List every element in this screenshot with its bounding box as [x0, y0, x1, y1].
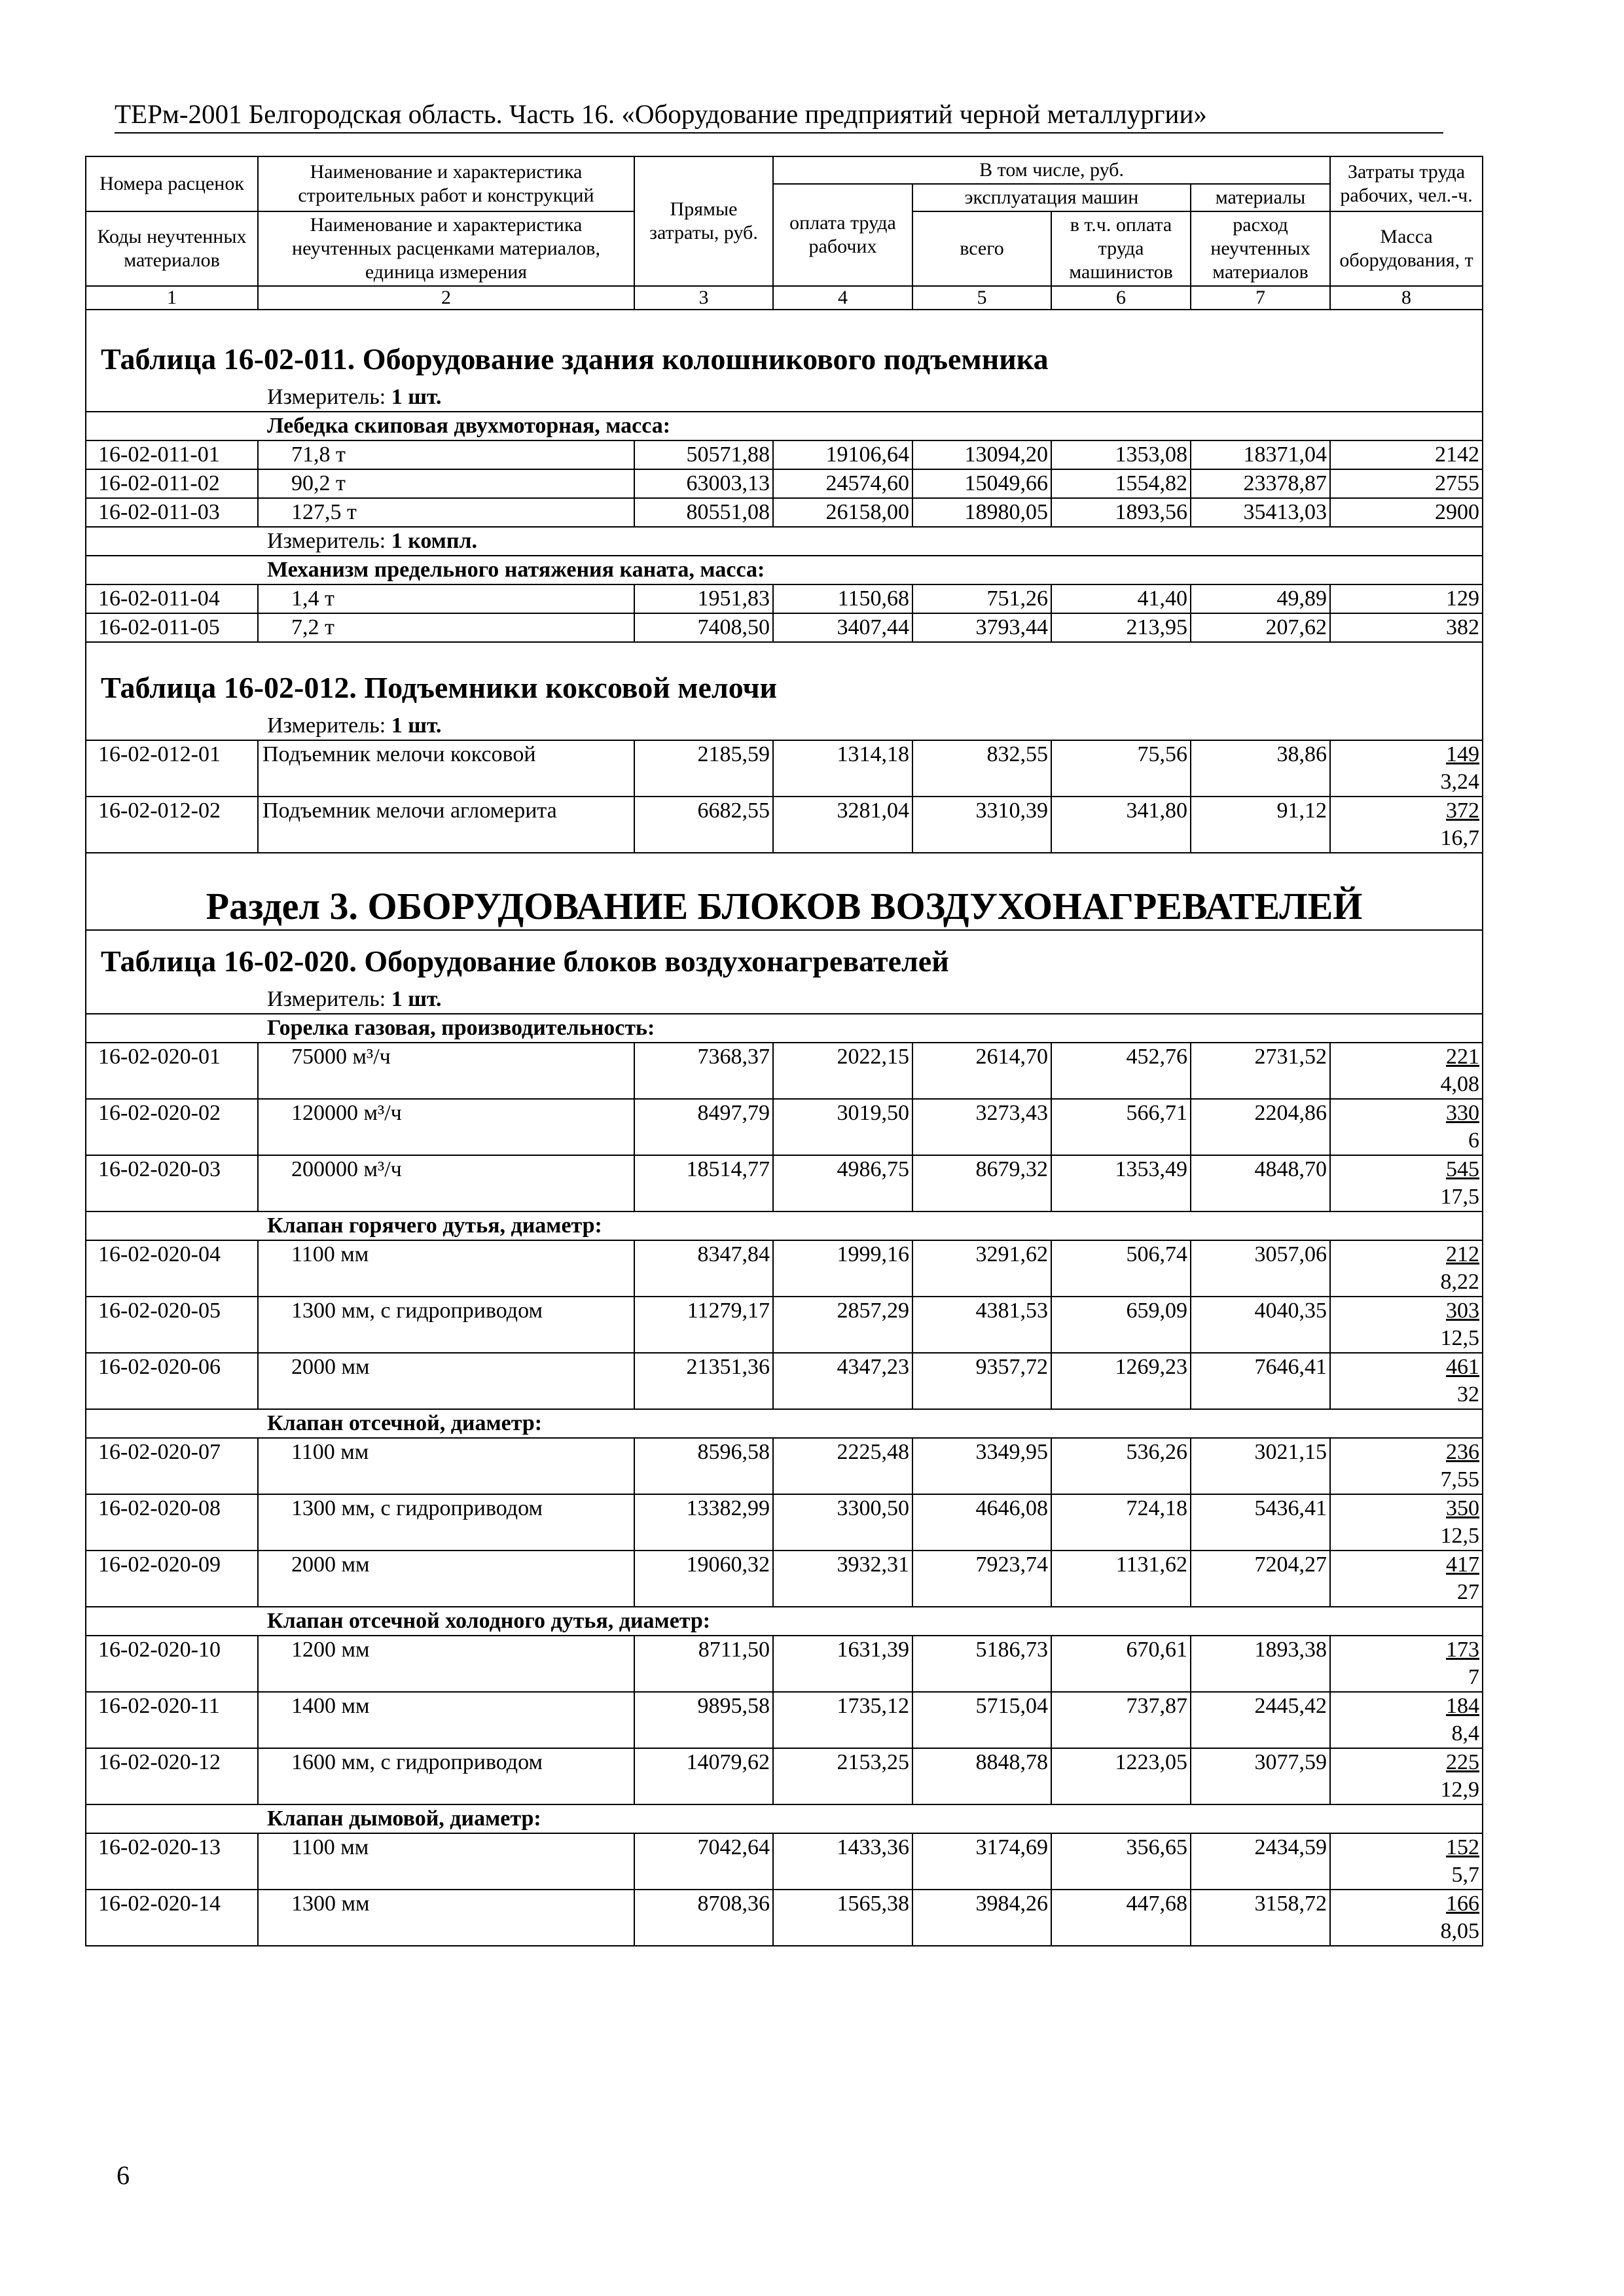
table-row	[86, 797, 1483, 853]
labor-hours: 545	[1446, 1157, 1480, 1181]
operator-pay: 1223,05	[1051, 1748, 1191, 1804]
operator-pay: 1269,23	[1051, 1353, 1191, 1409]
labor-hours: 129	[1446, 586, 1480, 611]
worker-pay: 1314,18	[773, 740, 912, 797]
equipment-mass: 12,9	[1440, 1778, 1480, 1802]
materials-cost: 7204,27	[1191, 1551, 1330, 1607]
materials-cost: 3021,15	[1191, 1438, 1330, 1494]
price-table	[85, 156, 1482, 1946]
table-title-row	[86, 642, 1483, 712]
direct-cost: 18514,77	[634, 1155, 773, 1211]
rate-name: 1300 мм, с гидроприводом	[258, 1297, 634, 1353]
section-heading: Раздел 3. ОБОРУДОВАНИЕ БЛОКОВ ВОЗДУХОНАГРЕВАТЕЛЕЙ	[86, 853, 1483, 930]
labor-mass-cell	[1330, 1833, 1483, 1890]
worker-pay: 1433,36	[773, 1833, 912, 1890]
worker-pay: 19106,64	[773, 440, 912, 469]
meter-row	[86, 527, 1483, 556]
head-col8-top: Затраты труда рабочих, чел.-ч.	[1330, 156, 1483, 211]
labor-hours: 184	[1446, 1694, 1480, 1718]
direct-cost: 50571,88	[634, 440, 773, 469]
meter-value: 1 шт.	[391, 987, 442, 1011]
running-header: ТЕРм-2001 Белгородская область. Часть 16. «Оборудование предприятий черной металлургии»	[115, 99, 1207, 129]
meter-label: Измеритель:	[267, 385, 391, 409]
table-row	[86, 1353, 1483, 1409]
col-index: 2	[258, 286, 634, 310]
labor-mass-cell	[1330, 1636, 1483, 1692]
table-row	[86, 1099, 1483, 1155]
table-row	[86, 1043, 1483, 1099]
labor-mass-cell	[1330, 1353, 1483, 1409]
meter-value: 1 шт.	[391, 385, 442, 409]
table-row	[86, 1297, 1483, 1353]
worker-pay: 2022,15	[773, 1043, 912, 1099]
meter	[86, 712, 1483, 740]
group-heading: Механизм предельного натяжения каната, масса:	[86, 556, 1483, 584]
labor-hours: 221	[1446, 1045, 1480, 1069]
table-row	[86, 1494, 1483, 1551]
materials-cost: 49,89	[1191, 584, 1330, 613]
machines-total: 3349,95	[912, 1438, 1051, 1494]
rate-code: 16-02-011-02	[86, 469, 258, 498]
labor-hours: 2142	[1435, 442, 1480, 467]
direct-cost: 13382,99	[634, 1494, 773, 1551]
worker-pay: 2857,29	[773, 1297, 912, 1353]
labor-hours: 236	[1446, 1440, 1480, 1464]
materials-cost: 4040,35	[1191, 1297, 1330, 1353]
direct-cost: 8708,36	[634, 1890, 773, 1946]
equipment-mass: 4,08	[1440, 1072, 1480, 1096]
operator-pay: 213,95	[1051, 613, 1191, 642]
table-title-row	[86, 310, 1483, 384]
equipment-mass: 32	[1457, 1382, 1480, 1407]
table-title: Таблица 16-02-020. Оборудование блоков воздухонагревателей	[86, 930, 1483, 986]
meter-label: Измеритель:	[267, 529, 391, 553]
labor-hours: 417	[1446, 1552, 1480, 1577]
direct-cost: 7042,64	[634, 1833, 773, 1890]
machines-total: 2614,70	[912, 1043, 1051, 1099]
rate-code: 16-02-012-02	[86, 797, 258, 853]
materials-cost: 35413,03	[1191, 498, 1330, 527]
operator-pay: 1554,82	[1051, 469, 1191, 498]
table-row	[86, 469, 1483, 498]
equipment-mass: 16,7	[1440, 826, 1480, 850]
rate-code: 16-02-020-02	[86, 1099, 258, 1155]
rate-name: 1100 мм	[258, 1438, 634, 1494]
materials-cost: 2204,86	[1191, 1099, 1330, 1155]
col-index: 3	[634, 286, 773, 310]
head-col2-top: Наименование и характеристика строительных работ и конструкций	[258, 156, 634, 211]
labor-mass-cell	[1330, 498, 1483, 527]
table-title: Таблица 16-02-012. Подъемники коксовой мелочи	[86, 642, 1483, 712]
section-heading-row	[86, 853, 1483, 930]
meter-row	[86, 384, 1483, 412]
header-rule	[115, 132, 1443, 134]
equipment-mass: 6	[1468, 1128, 1480, 1153]
group-heading-row	[86, 1409, 1483, 1438]
worker-pay: 2225,48	[773, 1438, 912, 1494]
table-row	[86, 1636, 1483, 1692]
col-index: 1	[86, 286, 258, 310]
labor-hours: 2755	[1435, 471, 1480, 495]
meter	[86, 527, 1483, 556]
operator-pay: 452,76	[1051, 1043, 1191, 1099]
table-row	[86, 1833, 1483, 1890]
group-heading: Лебедка скиповая двухмоторная, масса:	[86, 412, 1483, 440]
meter-value: 1 шт.	[391, 713, 442, 738]
labor-mass-cell	[1330, 613, 1483, 642]
labor-mass-cell	[1330, 1551, 1483, 1607]
head-col1-bottom: Коды неучтенных материалов	[86, 211, 258, 286]
equipment-mass: 27	[1457, 1580, 1480, 1604]
rate-code: 16-02-020-14	[86, 1890, 258, 1946]
labor-mass-cell	[1330, 440, 1483, 469]
rate-name: Подъемник мелочи агломерита	[258, 797, 634, 853]
machines-total: 3174,69	[912, 1833, 1051, 1890]
machines-total: 3310,39	[912, 797, 1051, 853]
direct-cost: 6682,55	[634, 797, 773, 853]
head-col8-bottom: Масса оборудования, т	[1330, 211, 1483, 286]
worker-pay: 1565,38	[773, 1890, 912, 1946]
direct-cost: 11279,17	[634, 1297, 773, 1353]
machines-total: 13094,20	[912, 440, 1051, 469]
head-materials: материалы	[1191, 184, 1330, 211]
operator-pay: 724,18	[1051, 1494, 1191, 1551]
labor-hours: 149	[1446, 742, 1480, 766]
table-row	[86, 1155, 1483, 1211]
rate-name: 1200 мм	[258, 1636, 634, 1692]
labor-mass-cell	[1330, 797, 1483, 853]
labor-hours: 303	[1446, 1299, 1480, 1323]
worker-pay: 3407,44	[773, 613, 912, 642]
direct-cost: 8497,79	[634, 1099, 773, 1155]
equipment-mass: 3,24	[1440, 770, 1480, 794]
worker-pay: 24574,60	[773, 469, 912, 498]
head-col6: в т.ч. оплата труда машинистов	[1051, 211, 1191, 286]
labor-hours: 225	[1446, 1750, 1480, 1774]
group-heading-row	[86, 556, 1483, 584]
direct-cost: 14079,62	[634, 1748, 773, 1804]
rate-name: 1300 мм	[258, 1890, 634, 1946]
worker-pay: 1631,39	[773, 1636, 912, 1692]
rate-name: 90,2 т	[258, 469, 634, 498]
materials-cost: 23378,87	[1191, 469, 1330, 498]
machines-total: 3273,43	[912, 1099, 1051, 1155]
rate-code: 16-02-020-07	[86, 1438, 258, 1494]
operator-pay: 41,40	[1051, 584, 1191, 613]
labor-hours: 330	[1446, 1101, 1480, 1125]
group-heading-row	[86, 1804, 1483, 1833]
table-title-row	[86, 930, 1483, 986]
labor-mass-cell	[1330, 1043, 1483, 1099]
meter-row	[86, 986, 1483, 1014]
labor-mass-cell	[1330, 1438, 1483, 1494]
materials-cost: 1893,38	[1191, 1636, 1330, 1692]
rate-name: 2000 мм	[258, 1353, 634, 1409]
rate-code: 16-02-020-11	[86, 1692, 258, 1748]
equipment-mass: 17,5	[1440, 1185, 1480, 1209]
group-heading: Клапан горячего дутья, диаметр:	[86, 1211, 1483, 1240]
machines-total: 18980,05	[912, 498, 1051, 527]
meter	[86, 384, 1483, 412]
rate-code: 16-02-011-05	[86, 613, 258, 642]
machines-total: 4646,08	[912, 1494, 1051, 1551]
materials-cost: 18371,04	[1191, 440, 1330, 469]
equipment-mass: 5,7	[1451, 1863, 1480, 1887]
page-number: 6	[117, 2161, 130, 2190]
labor-mass-cell	[1330, 1494, 1483, 1551]
direct-cost: 7408,50	[634, 613, 773, 642]
col-index: 7	[1191, 286, 1330, 310]
head-col1-top: Номера расценок	[86, 156, 258, 211]
rate-name: 1600 мм, с гидроприводом	[258, 1748, 634, 1804]
operator-pay: 670,61	[1051, 1636, 1191, 1692]
machines-total: 832,55	[912, 740, 1051, 797]
col-index: 6	[1051, 286, 1191, 310]
table-row	[86, 1692, 1483, 1748]
labor-mass-cell	[1330, 469, 1483, 498]
machines-total: 5186,73	[912, 1636, 1051, 1692]
machines-total: 3793,44	[912, 613, 1051, 642]
labor-mass-cell	[1330, 1748, 1483, 1804]
table-title: Таблица 16-02-011. Оборудование здания колошникового подъемника	[86, 310, 1483, 384]
worker-pay: 4986,75	[773, 1155, 912, 1211]
direct-cost: 19060,32	[634, 1551, 773, 1607]
rate-name: 1300 мм, с гидроприводом	[258, 1494, 634, 1551]
head-col2-bottom: Наименование и характеристика неучтенных расценками материалов, единица измерения	[258, 211, 634, 286]
group-heading-row	[86, 412, 1483, 440]
direct-cost: 8596,58	[634, 1438, 773, 1494]
operator-pay: 356,65	[1051, 1833, 1191, 1890]
equipment-mass: 12,5	[1440, 1524, 1480, 1548]
equipment-mass: 8,22	[1440, 1270, 1480, 1294]
direct-cost: 8711,50	[634, 1636, 773, 1692]
labor-hours: 372	[1446, 798, 1480, 823]
direct-cost: 1951,83	[634, 584, 773, 613]
table-row	[86, 1890, 1483, 1946]
operator-pay: 1353,08	[1051, 440, 1191, 469]
machines-total: 3984,26	[912, 1890, 1051, 1946]
rate-name: 75000 м³/ч	[258, 1043, 634, 1099]
meter	[86, 986, 1483, 1014]
group-heading: Клапан отсечной холодного дутья, диаметр:	[86, 1607, 1483, 1636]
rate-name: 7,2 т	[258, 613, 634, 642]
labor-mass-cell	[1330, 1155, 1483, 1211]
head-col5: всего	[912, 211, 1051, 286]
col-index: 4	[773, 286, 912, 310]
table-row	[86, 1551, 1483, 1607]
meter-row	[86, 712, 1483, 740]
labor-mass-cell	[1330, 740, 1483, 797]
rate-code: 16-02-020-04	[86, 1240, 258, 1297]
group-heading-row	[86, 1211, 1483, 1240]
labor-hours: 461	[1446, 1355, 1480, 1379]
group-heading: Клапан отсечной, диаметр:	[86, 1409, 1483, 1438]
rate-code: 16-02-020-09	[86, 1551, 258, 1607]
head-group: В том числе, руб.	[773, 156, 1330, 184]
labor-mass-cell	[1330, 584, 1483, 613]
labor-hours: 382	[1446, 615, 1480, 639]
operator-pay: 1353,49	[1051, 1155, 1191, 1211]
worker-pay: 1150,68	[773, 584, 912, 613]
machines-total: 5715,04	[912, 1692, 1051, 1748]
table-row	[86, 613, 1483, 642]
operator-pay: 1893,56	[1051, 498, 1191, 527]
head-col7: расход неучтенных материалов	[1191, 211, 1330, 286]
worker-pay: 3019,50	[773, 1099, 912, 1155]
table-body	[86, 310, 1483, 1946]
machines-total: 7923,74	[912, 1551, 1051, 1607]
materials-cost: 5436,41	[1191, 1494, 1330, 1551]
materials-cost: 2445,42	[1191, 1692, 1330, 1748]
col-index: 8	[1330, 286, 1483, 310]
machines-total: 4381,53	[912, 1297, 1051, 1353]
worker-pay: 1735,12	[773, 1692, 912, 1748]
labor-mass-cell	[1330, 1240, 1483, 1297]
rate-name: Подъемник мелочи коксовой	[258, 740, 634, 797]
col-index: 5	[912, 286, 1051, 310]
operator-pay: 75,56	[1051, 740, 1191, 797]
rate-code: 16-02-020-12	[86, 1748, 258, 1804]
worker-pay: 4347,23	[773, 1353, 912, 1409]
labor-hours: 212	[1446, 1242, 1480, 1266]
worker-pay: 26158,00	[773, 498, 912, 527]
operator-pay: 341,80	[1051, 797, 1191, 853]
rate-name: 2000 мм	[258, 1551, 634, 1607]
equipment-mass: 8,05	[1440, 1919, 1480, 1943]
labor-hours: 152	[1446, 1835, 1480, 1859]
rate-code: 16-02-020-05	[86, 1297, 258, 1353]
operator-pay: 447,68	[1051, 1890, 1191, 1946]
meter-value: 1 компл.	[391, 529, 478, 553]
direct-cost: 9895,58	[634, 1692, 773, 1748]
direct-cost: 80551,08	[634, 498, 773, 527]
group-heading-row	[86, 1607, 1483, 1636]
equipment-mass: 7,55	[1440, 1467, 1480, 1492]
head-col3: Прямые затраты, руб.	[634, 156, 773, 286]
machines-total: 15049,66	[912, 469, 1051, 498]
machines-total: 751,26	[912, 584, 1051, 613]
table-row	[86, 440, 1483, 469]
materials-cost: 2731,52	[1191, 1043, 1330, 1099]
materials-cost: 38,86	[1191, 740, 1330, 797]
rate-name: 1,4 т	[258, 584, 634, 613]
equipment-mass: 12,5	[1440, 1326, 1480, 1350]
table-row	[86, 1438, 1483, 1494]
worker-pay: 1999,16	[773, 1240, 912, 1297]
worker-pay: 3281,04	[773, 797, 912, 853]
direct-cost: 8347,84	[634, 1240, 773, 1297]
materials-cost: 207,62	[1191, 613, 1330, 642]
worker-pay: 3300,50	[773, 1494, 912, 1551]
worker-pay: 2153,25	[773, 1748, 912, 1804]
operator-pay: 737,87	[1051, 1692, 1191, 1748]
meter-label: Измеритель:	[267, 987, 391, 1011]
materials-cost: 3158,72	[1191, 1890, 1330, 1946]
labor-mass-cell	[1330, 1297, 1483, 1353]
group-heading-row	[86, 1014, 1483, 1043]
rate-code: 16-02-020-10	[86, 1636, 258, 1692]
operator-pay: 566,71	[1051, 1099, 1191, 1155]
rate-name: 1400 мм	[258, 1692, 634, 1748]
materials-cost: 91,12	[1191, 797, 1330, 853]
rate-code: 16-02-020-03	[86, 1155, 258, 1211]
table-row	[86, 1240, 1483, 1297]
materials-cost: 2434,59	[1191, 1833, 1330, 1890]
labor-hours: 350	[1446, 1496, 1480, 1520]
operator-pay: 506,74	[1051, 1240, 1191, 1297]
direct-cost: 7368,37	[634, 1043, 773, 1099]
rate-name: 120000 м³/ч	[258, 1099, 634, 1155]
table-row	[86, 1748, 1483, 1804]
worker-pay: 3932,31	[773, 1551, 912, 1607]
rate-code: 16-02-020-13	[86, 1833, 258, 1890]
labor-mass-cell	[1330, 1099, 1483, 1155]
rate-code: 16-02-020-08	[86, 1494, 258, 1551]
rate-code: 16-02-011-04	[86, 584, 258, 613]
table-row	[86, 498, 1483, 527]
rate-name: 1100 мм	[258, 1833, 634, 1890]
rate-name: 1100 мм	[258, 1240, 634, 1297]
labor-mass-cell	[1330, 1890, 1483, 1946]
materials-cost: 4848,70	[1191, 1155, 1330, 1211]
head-machines: эксплуатация машин	[912, 184, 1191, 211]
labor-hours: 166	[1446, 1892, 1480, 1916]
labor-hours: 2900	[1435, 500, 1480, 524]
equipment-mass: 7	[1468, 1665, 1480, 1689]
rate-code: 16-02-020-06	[86, 1353, 258, 1409]
operator-pay: 536,26	[1051, 1438, 1191, 1494]
direct-cost: 2185,59	[634, 740, 773, 797]
group-heading: Клапан дымовой, диаметр:	[86, 1804, 1483, 1833]
machines-total: 3291,62	[912, 1240, 1051, 1297]
materials-cost: 7646,41	[1191, 1353, 1330, 1409]
machines-total: 9357,72	[912, 1353, 1051, 1409]
rate-name: 200000 м³/ч	[258, 1155, 634, 1211]
equipment-mass: 8,4	[1451, 1721, 1480, 1746]
direct-cost: 63003,13	[634, 469, 773, 498]
rate-code: 16-02-012-01	[86, 740, 258, 797]
rate-code: 16-02-011-01	[86, 440, 258, 469]
materials-cost: 3057,06	[1191, 1240, 1330, 1297]
materials-cost: 3077,59	[1191, 1748, 1330, 1804]
table-row	[86, 584, 1483, 613]
group-heading: Горелка газовая, производительность:	[86, 1014, 1483, 1043]
head-col4: оплата труда рабочих	[773, 184, 912, 286]
machines-total: 8848,78	[912, 1748, 1051, 1804]
rate-code: 16-02-020-01	[86, 1043, 258, 1099]
table-head	[86, 156, 1483, 310]
table-row	[86, 740, 1483, 797]
rate-name: 71,8 т	[258, 440, 634, 469]
operator-pay: 659,09	[1051, 1297, 1191, 1353]
operator-pay: 1131,62	[1051, 1551, 1191, 1607]
rate-name: 127,5 т	[258, 498, 634, 527]
rate-code: 16-02-011-03	[86, 498, 258, 527]
machines-total: 8679,32	[912, 1155, 1051, 1211]
labor-mass-cell	[1330, 1692, 1483, 1748]
direct-cost: 21351,36	[634, 1353, 773, 1409]
meter-label: Измеритель:	[267, 713, 391, 738]
labor-hours: 173	[1446, 1638, 1480, 1662]
